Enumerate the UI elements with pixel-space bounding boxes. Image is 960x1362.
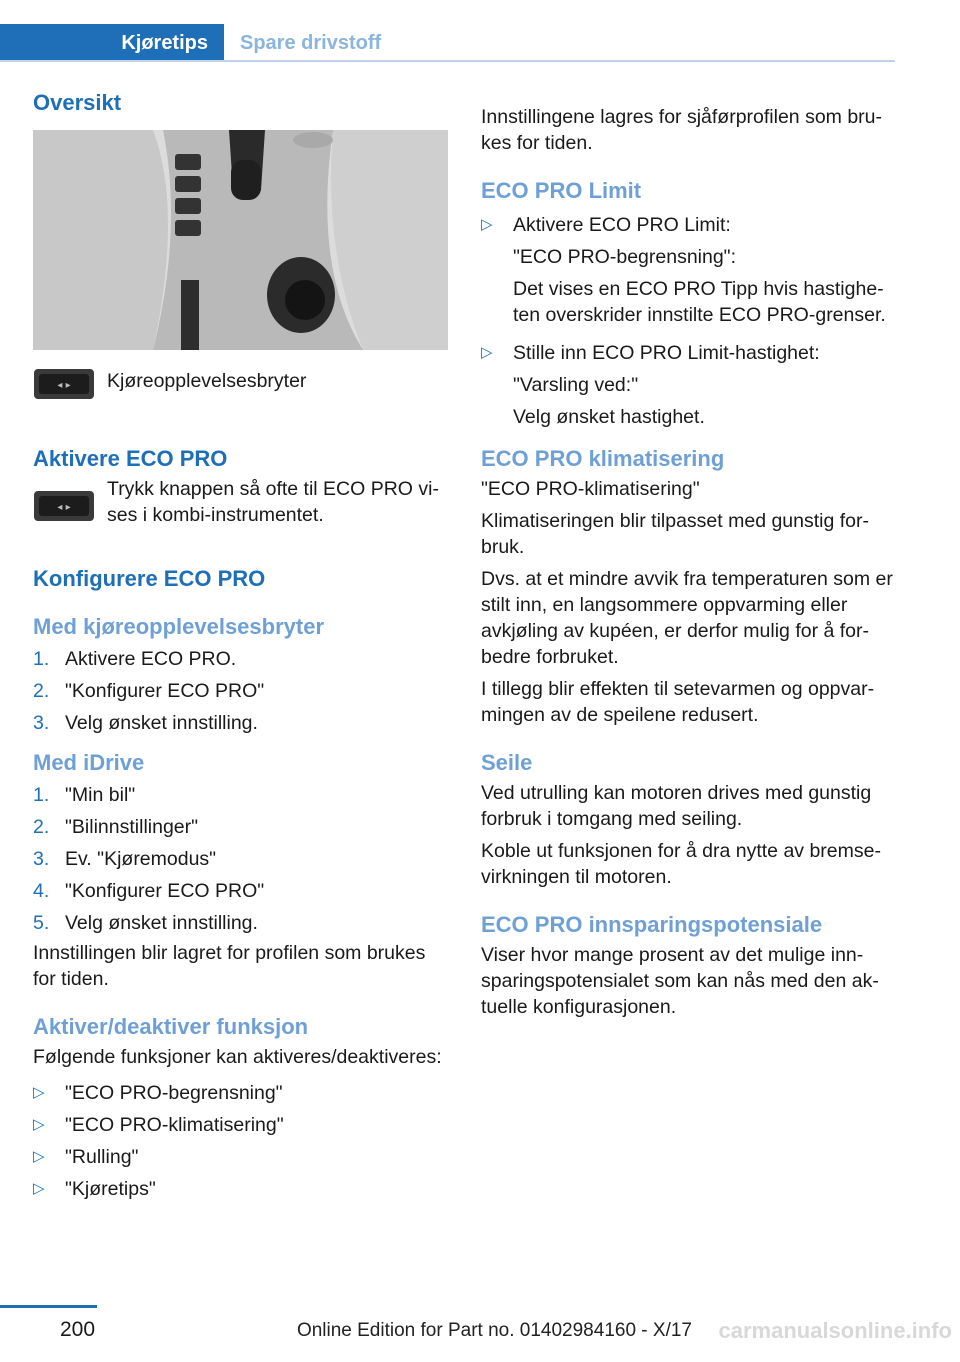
list-item: ▷ "Rulling" bbox=[33, 1146, 139, 1168]
sail-p1: Ved utrulling kan motoren drives med gunstig forbruk i tomgang med seiling. bbox=[481, 782, 872, 830]
svg-text:◂ ▸: ◂ ▸ bbox=[57, 502, 71, 513]
right-column bbox=[481, 104, 895, 1020]
left-column bbox=[33, 90, 448, 1208]
list-item: 3. Ev. "Kjøremodus" bbox=[33, 848, 217, 870]
climate-p1: "ECO PRO-klimatisering" bbox=[481, 478, 700, 500]
eco-pro-limit-heading: ECO PRO Limit bbox=[481, 178, 642, 203]
list-item: 4. "Konfigurer ECO PRO" bbox=[33, 880, 265, 902]
edition-text: Online Edition for Part no. 01402984160 - X/17 bbox=[296, 1320, 692, 1341]
list-item: ▷ "ECO PRO-klimatisering" bbox=[33, 1114, 284, 1136]
toggle-items bbox=[33, 1080, 448, 1202]
climate-p2: Klimatiseringen blir tilpasset med gunstig forbruk. bbox=[481, 510, 870, 558]
savings-p1: Viser hvor mange prosent av det mulige innsparingspotensialet som kan nås med den aktuelle konfigurasjonen. bbox=[481, 944, 879, 1018]
climate-p3: Dvs. at et mindre avvik fra temperaturen som er stilt inn, en langsommere oppvarming eller avkjøling av kupéen, er derfor mulig for å forbedre forbruket. bbox=[481, 568, 893, 668]
watermark: carmanualsonline.info bbox=[718, 1318, 952, 1343]
list-item: ▷ Stille inn ECO PRO Limit-hastighet: "Varsling ved:" Velg ønsket hastighet. bbox=[481, 342, 820, 428]
with-idrive-steps bbox=[33, 782, 448, 936]
list-item: 1. Aktivere ECO PRO. bbox=[33, 648, 237, 670]
climate-heading: ECO PRO klimatisering bbox=[481, 446, 725, 471]
switch-caption-row bbox=[33, 368, 448, 400]
header-tabs bbox=[0, 0, 895, 60]
sail-heading: Seile bbox=[481, 750, 533, 775]
svg-text:◂ ▸: ◂ ▸ bbox=[57, 380, 71, 391]
profile-note: Innstillingen blir lagret for profilen som brukes for tiden. bbox=[33, 942, 426, 990]
page-number: 200 bbox=[60, 1318, 96, 1341]
tab-driving-tips[interactable]: Kjøretips bbox=[0, 24, 224, 62]
activate-row bbox=[33, 476, 448, 528]
list-item: 2. "Bilinnstillinger" bbox=[33, 816, 199, 838]
driving-experience-switch-icon bbox=[33, 490, 95, 522]
header-rule bbox=[0, 60, 895, 62]
list-item: 2. "Konfigurer ECO PRO" bbox=[33, 680, 265, 702]
overview-heading: Oversikt bbox=[33, 90, 122, 115]
list-item: ▷ Aktivere ECO PRO Limit: "ECO PRO-begrensning": Det vises en ECO PRO Tipp hvis hastigheten overskrider innstilte ECO PRO-grenser. bbox=[481, 214, 886, 326]
center-console-photo bbox=[33, 130, 448, 350]
toggle-text: Følgende funksjoner kan aktiveres/deaktiveres: bbox=[33, 1046, 442, 1068]
climate-p4: I tillegg blir effekten til setevarmen og oppvarmingen av de speilene redusert. bbox=[481, 678, 875, 726]
toggle-function-heading: Aktiver/deaktiver funksjon bbox=[33, 1014, 309, 1039]
driving-experience-switch-icon bbox=[33, 368, 95, 400]
sail-p2: Koble ut funksjonen for å dra nytte av bremsevirkningen til motoren. bbox=[481, 840, 881, 888]
with-switch-steps bbox=[33, 646, 448, 736]
switch-caption: Kjøreopplevelsesbryter bbox=[107, 370, 307, 392]
tab-save-fuel[interactable]: Spare drivstoff bbox=[240, 31, 382, 54]
activate-eco-pro-heading: Aktivere ECO PRO bbox=[33, 446, 228, 471]
list-item: 3. Velg ønsket innstilling. bbox=[33, 712, 258, 734]
savings-heading: ECO PRO innsparingspotensiale bbox=[481, 912, 823, 937]
configure-eco-pro-heading: Konfigurere ECO PRO bbox=[33, 566, 266, 591]
footer-rule bbox=[0, 1305, 97, 1308]
activate-text: Trykk knappen så ofte til ECO PRO vises i kombi-instrumentet. bbox=[107, 478, 439, 526]
profile-intro: Innstillingene lagres for sjåførprofilen som brukes for tiden. bbox=[481, 106, 883, 154]
with-idrive-heading: Med iDrive bbox=[33, 750, 145, 775]
list-item: 5. Velg ønsket innstilling. bbox=[33, 912, 258, 934]
with-switch-heading: Med kjøreopplevelsesbryter bbox=[33, 614, 325, 639]
list-item: ▷ "ECO PRO-begrensning" bbox=[33, 1082, 283, 1104]
list-item: ▷ "Kjøretips" bbox=[33, 1178, 156, 1200]
limit-list bbox=[481, 212, 895, 430]
list-item: 1. "Min bil" bbox=[33, 784, 136, 806]
